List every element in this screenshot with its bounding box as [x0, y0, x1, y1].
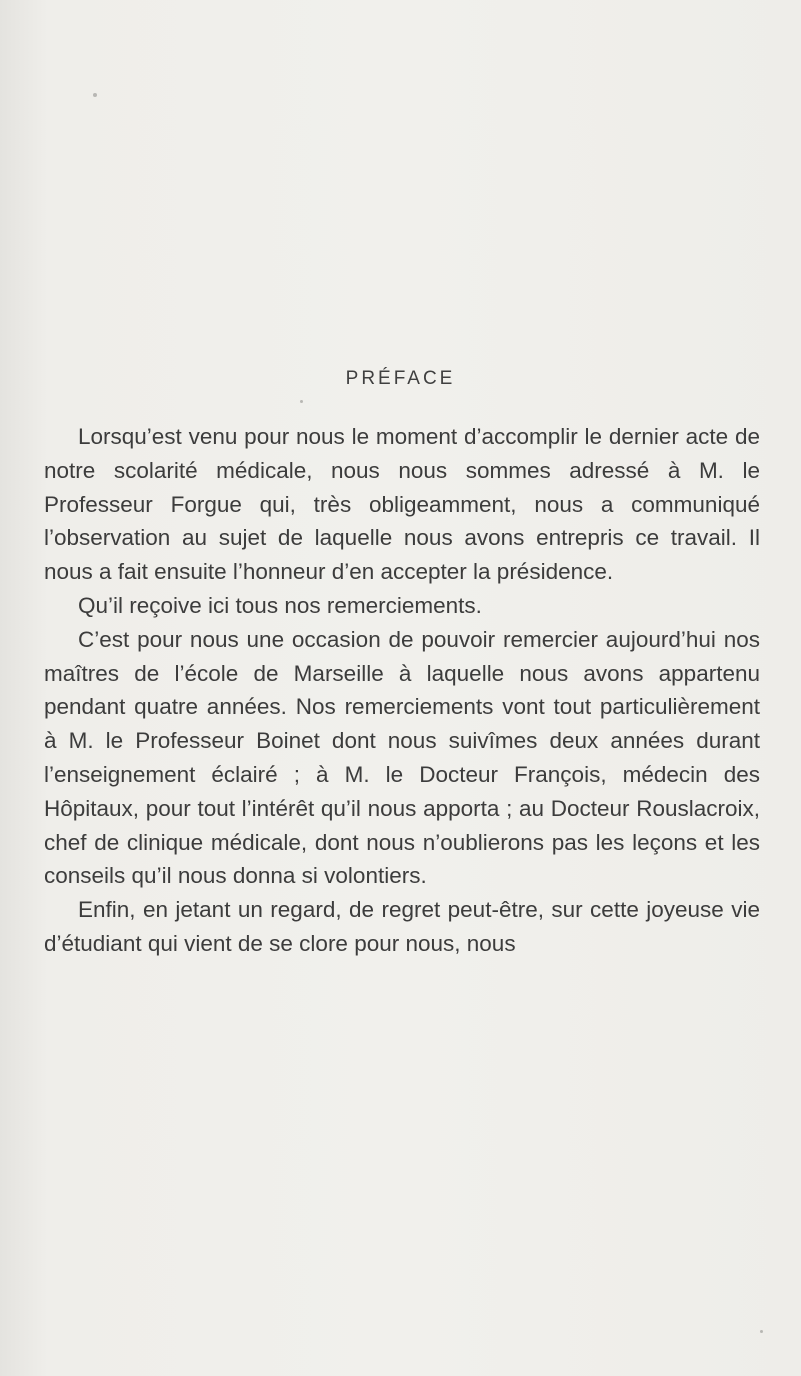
page-title: PRÉFACE	[345, 368, 456, 389]
paper-speck	[300, 400, 303, 403]
paragraph-2: Qu’il reçoive ici tous nos remerciements.	[78, 592, 482, 618]
body-text	[44, 420, 760, 961]
paper-speck	[93, 93, 97, 97]
paragraph-4: Enfin, en jetant un regard, de regret peut-être, sur cette joyeuse vie d’étudiant qui vient de se clore pour nous, nous	[44, 897, 760, 956]
paragraph-1: Lorsqu’est venu pour nous le moment d’accomplir le dernier acte de notre scolarité médicale, nous nous sommes adressé à M. le Professeur Forgue qui, très obligeamment, nous a communiqué l’observation au sujet de laquelle nous avons entrepris ce travail. Il nous a fait ensuite l’honneur d’en accepter la présidence.	[44, 424, 760, 585]
paper-speck	[760, 1330, 763, 1333]
paragraph-3: C’est pour nous une occasion de pouvoir remercier aujourd’hui nos maîtres de l’école de Marseille à laquelle nous avons appartenu pendant quatre années. Nos remerciements vont tout particulièrement à M. le Professeur Boinet dont nous suivîmes deux années durant l’enseignement éclairé ; à M. le Docteur François, médecin des Hôpitaux, pour tout l’intérêt qu’il nous apporta ; au Docteur Rouslacroix, chef de clinique médicale, dont nous n’oublierons pas les leçons et les conseils qu’il nous donna si volontiers.	[44, 626, 760, 889]
